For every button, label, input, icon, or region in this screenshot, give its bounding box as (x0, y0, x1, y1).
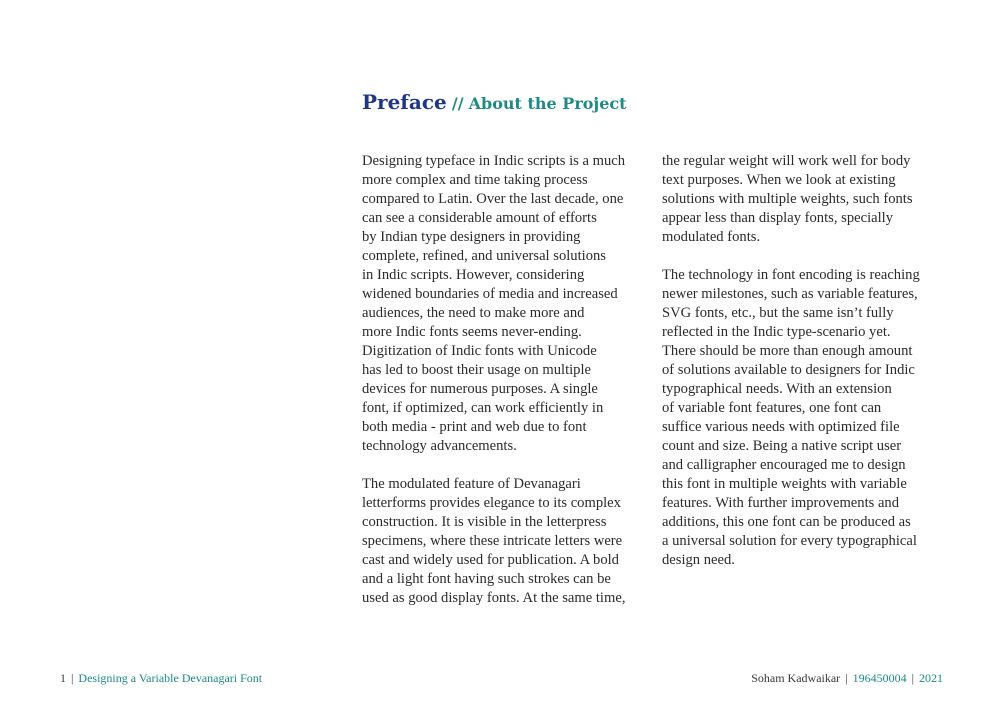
footer-right (751, 671, 943, 685)
text-line: reflected in the Indic type-scenario yet. (662, 324, 891, 340)
text-line: cast and widely used for publication. A bold (362, 552, 619, 568)
text-line: design need. (662, 552, 735, 568)
text-line: text purposes. When we look at existing (662, 172, 896, 188)
footer-divider: | (845, 671, 848, 685)
text-line: features. With further improvements and (662, 495, 900, 511)
text-line: construction. It is visible in the letterpress (362, 514, 607, 530)
text-line: audiences, the need to make more and (362, 305, 585, 321)
page-subtitle: About the Project (468, 94, 627, 113)
text-line: widened boundaries of media and increased (362, 286, 618, 302)
page-heading (362, 90, 627, 114)
text-line: technology advancements. (362, 438, 517, 454)
paragraph (662, 152, 952, 247)
author-name: Soham Kadwaikar (751, 671, 841, 685)
text-line: additions, this one font can be produced as (662, 514, 911, 530)
document-title: Designing a Variable Devanagari Font (78, 671, 263, 685)
paragraph-gap (662, 247, 952, 266)
footer-left (60, 671, 262, 685)
text-line: in Indic scripts. However, considering (362, 267, 585, 283)
text-line: letterforms provides elegance to its complex (362, 495, 621, 511)
text-line: used as good display fonts. At the same time, (362, 590, 626, 606)
student-id: 196450004 (852, 671, 907, 685)
text-line: Designing typeface in Indic scripts is a much (362, 153, 626, 169)
text-line: can see a considerable amount of efforts (362, 210, 597, 226)
text-line: Digitization of Indic fonts with Unicode (362, 343, 597, 359)
text-line: this font in multiple weights with variable (662, 476, 907, 492)
text-line: compared to Latin. Over the last decade, one (362, 191, 624, 207)
left-text-column (362, 152, 652, 608)
text-line: modulated fonts. (662, 229, 761, 245)
text-line: has led to boost their usage on multiple (362, 362, 592, 378)
page-title: Preface (362, 90, 447, 114)
text-line: SVG fonts, etc., but the same isn’t fully (662, 305, 894, 321)
footer-divider: | (71, 671, 74, 685)
text-line: and a light font having such strokes can be (362, 571, 611, 587)
page-number: 1 (60, 671, 66, 685)
text-line: count and size. Being a native script user (662, 438, 902, 454)
footer-divider: | (911, 671, 914, 685)
text-line: of variable font features, one font can (662, 400, 882, 416)
text-line: more complex and time taking process (362, 172, 588, 188)
text-line: suffice various needs with optimized file (662, 419, 900, 435)
year: 2021 (919, 671, 943, 685)
text-line: font, if optimized, can work efficiently in (362, 400, 604, 416)
text-line: solutions with multiple weights, such fonts (662, 191, 913, 207)
title-separator: // (451, 94, 464, 113)
text-line: of solutions available to designers for Indic (662, 362, 915, 378)
text-line: the regular weight will work well for body (662, 153, 911, 169)
text-line: complete, refined, and universal solutions (362, 248, 606, 264)
paragraph (362, 475, 652, 608)
paragraph (662, 266, 952, 570)
text-line: The modulated feature of Devanagari (362, 476, 581, 492)
text-line: both media - print and web due to font (362, 419, 587, 435)
text-line: a universal solution for every typographical (662, 533, 917, 549)
right-text-column (662, 152, 952, 570)
text-line: devices for numerous purposes. A single (362, 381, 598, 397)
text-line: more Indic fonts seems never-ending. (362, 324, 582, 340)
paragraph (362, 152, 652, 456)
paragraph-gap (362, 456, 652, 475)
text-line: There should be more than enough amount (662, 343, 913, 359)
text-line: newer milestones, such as variable features, (662, 286, 918, 302)
text-line: The technology in font encoding is reaching (662, 267, 920, 283)
text-line: by Indian type designers in providing (362, 229, 581, 245)
text-line: and calligrapher encouraged me to design (662, 457, 906, 473)
text-line: typographical needs. With an extension (662, 381, 892, 397)
text-line: appear less than display fonts, specially (662, 210, 894, 226)
text-line: specimens, where these intricate letters were (362, 533, 623, 549)
